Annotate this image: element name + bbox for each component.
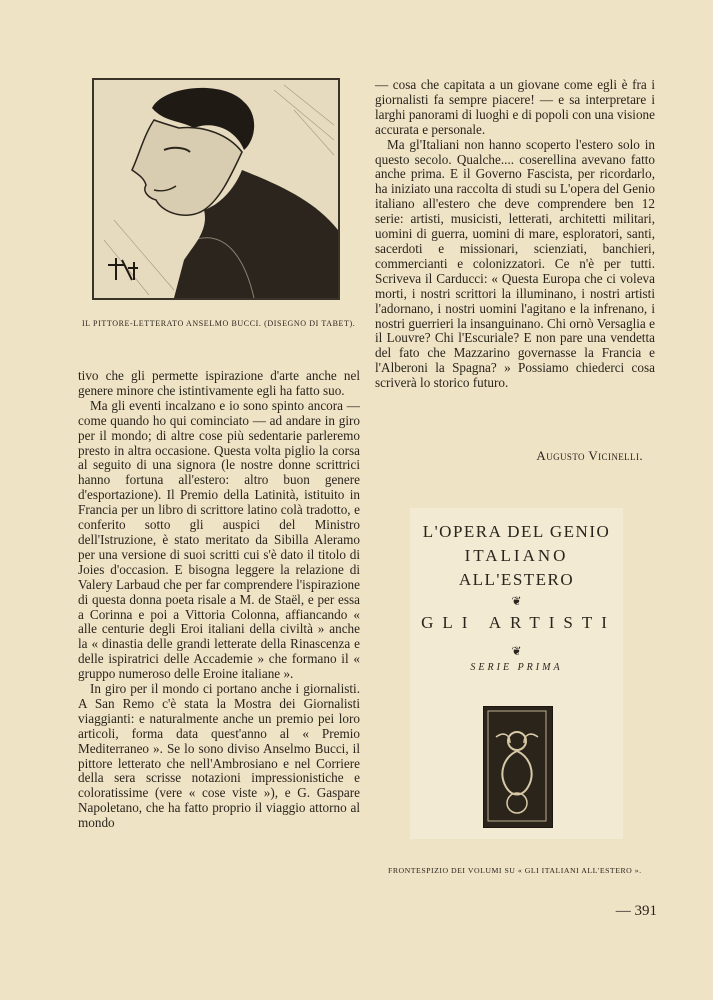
ornament-icon: ❦ <box>511 644 522 658</box>
cover-series: SERIE PRIMA <box>470 662 563 673</box>
ornament-icon: ❦ <box>511 594 522 608</box>
paragraph: Ma gl'Italiani non hanno scoperto l'estero solo in questo secolo. Qualche.... coserellina avevano fatto anche prima. E il Governo Fascista, per ricordarlo, ha iniziato una raccolta di studi su L'opera del Genio italiano all'estero che deve comprendere ben 12 serie: artisti, musicisti, letterati, architetti militari, uomini di guerra, uomini di mare, esploratori, santi, sacerdoti e missionari, scienziati, banchieri, commercianti e colonizzatori. Ce n'è per tutti. Scriveva il Carducci: « Questa Europa che ci voleva morti, i nostri scrittori la illuminano, i nostri artisti l'adornano, i nostri uomini l'agitano e la infrenano, i nostri guerrieri la insanguinano. Chi ornò Versaglia e il Louvre? Chi l'Escuriale? E non pare una vendetta del fato che Mazzarino governasse la Francia e l'Alberoni la Spagna? » Possiamo chiederci cosa scriverà lo storico futuro. <box>375 136 655 391</box>
paragraph: In giro per il mondo ci portano anche i giornalisti. A San Remo c'è stata la Mostra dei Giornalisti viaggianti: e naturalmente anche un premio pei loro articoli, forma data quest'anno al « Premio Mediterraneo ». Se lo sono diviso Anselmo Bucci, il pittore letterato che nell'Ambrosiano e nel Corriere della sera scrisse notazioni impressionistiche e coloratissime (vere « cose viste »), e G. Gaspare Napoletano, che ha fatto proprio il viaggio attorno al mondo <box>78 681 360 831</box>
emblem-eagle-icon <box>483 706 553 828</box>
left-column-text <box>78 369 360 831</box>
cover-title-line-2: ITALIANO <box>464 546 569 565</box>
paragraph: tivo che gli permette ispirazione d'arte anche nel genere minore che istintivamente egli ha fatto suo. <box>78 368 360 398</box>
book-cover-image <box>410 508 623 839</box>
right-column-text <box>375 78 655 391</box>
cover-title-line-3: ALL'ESTERO <box>458 570 575 589</box>
portrait-sketch <box>92 78 340 300</box>
cover-subtitle: GLI ARTISTI <box>421 613 616 632</box>
cover-title-line-1: L'OPERA DEL GENIO <box>422 522 611 541</box>
author-signature: Augusto Vicinelli. <box>536 448 643 463</box>
cover-caption: FRONTESPIZIO DEI VOLUMI SU « GLI ITALIANI ALL'ESTERO ». <box>388 866 642 875</box>
illustration-caption: IL PITTORE-LETTERATO ANSELMO BUCCI. (DISEGNO DI TABET). <box>82 319 356 328</box>
paragraph: — cosa che capitata a un giovane come egli è fra i giornalisti fa sempre piacere! — e sa interpretare i larghi panorami di luoghi e di popoli con una visione accurata e personale. <box>375 77 655 137</box>
paragraph: Ma gli eventi incalzano e io sono spinto ancora — come quando ho qui cominciato — ad andare in giro per il mondo; di altre cose più sedentarie parleremo presto in altra occasione. Questa volta piglio la corsa al seguito di una signora (le nostre donne scrittrici hanno fortuna all'estero: altro buon genere d'esportazione). Il Premio della Latinità, istituito in Francia per un libro di scrittore latino colà tradotto, e conferito sotto gli auspici del Ministro dell'Istruzione, è stato meritato da Sibilla Aleramo per una versione di suoi scritti cui s'è dato il titolo di Joies d'occasion. E bisogna leggere la relazione di Valery Larbaud che per far comprendere l'ispirazione di questa donna poeta risale a M. de Staël, e per essa a Corinna e poi a Vittoria Colonna, affiancando « alle centurie degli Eroi italiani della civiltà » anche la « dinastia delle grandi letterate della Rinascenza e delle ispiratrici delle Accademie » che formano il « gruppo numeroso delle Eroine italiane ». <box>78 397 360 682</box>
portrait-drawing <box>94 80 338 298</box>
page-number: — 391 <box>615 903 657 919</box>
